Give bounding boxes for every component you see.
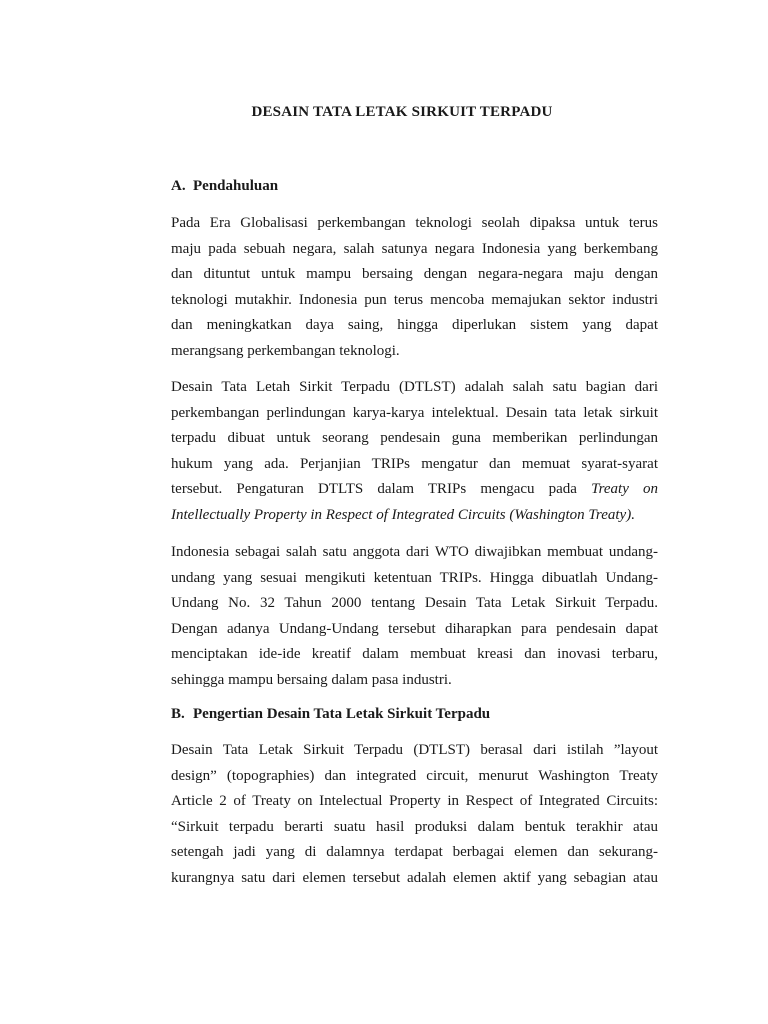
section-a-heading [171,178,278,195]
document-title: DESAIN TATA LETAK SIRKUIT TERPADU [251,104,553,120]
text-line: Pada Era Globalisasi perkembangan teknologi seolah dipaksa untuk terus [171,215,658,231]
section-a-number: A. [171,178,186,194]
text-line: design” (topographies) dan integrated circuit, menurut Washington Treaty [171,767,658,784]
text-line: Indonesia sebagai salah satu anggota dari WTO diwajibkan membuat undang- [171,544,658,560]
section-b-title: Pengertian Desain Tata Letak Sirkuit Terpadu [193,706,491,722]
text-line: Desain Tata Letah Sirkit Terpadu (DTLST) adalah salah satu bagian dari [171,379,658,395]
section-a-title: Pendahuluan [193,178,279,194]
text-line: Article 2 of Treaty on Intelectual Property in Respect of Integrated Circuits: [171,793,658,809]
text-span: tersebut. Pengaturan DTLTS dalam TRIPs mengacu pada [171,481,592,497]
paragraph-a1 [171,211,658,364]
text-line: setengah jadi yang di dalamnya terdapat berbagai elemen dan sekurang- [171,844,658,860]
text-line: Dengan adanya Undang-Undang tersebut diharapkan para pendesain dapat [171,620,658,637]
text-line: maju pada sebuah negara, salah satunya negara Indonesia yang berkembang [171,240,658,257]
text-line: menciptakan ide-ide kreatif dalam membuat kreasi dan inovasi terbaru, [171,646,658,662]
text-line: Undang No. 32 Tahun 2000 tentang Desain Tata Letak Sirkuit Terpadu. [171,595,658,611]
section-b-number: B. [171,706,185,722]
text-line: sehingga mampu bersaing dalam pasa industri. [171,671,452,688]
text-line: “Sirkuit terpadu berarti suatu hasil produksi dalam bentuk terakhir atau [171,818,658,835]
text-line: hukum yang ada. Perjanjian TRIPs mengatur dan memuat syarat-syarat [171,455,658,472]
text-line: perkembangan perlindungan karya-karya intelektual. Desain tata letak sirkuit [171,404,658,421]
text-line: kurangnya satu dari elemen tersebut adalah elemen aktif yang sebagian atau [171,869,658,886]
text-line: merangsang perkembangan teknologi. [171,342,400,359]
section-b-heading [171,706,490,723]
text-line: teknologi mutakhir. Indonesia pun terus mencoba memajukan sektor industri [171,291,658,308]
paragraph-a2 [171,375,658,528]
text-line: Desain Tata Letak Sirkuit Terpadu (DTLST) berasal dari istilah ”layout [171,742,658,758]
paragraph-a3 [171,540,658,693]
text-line [171,477,658,503]
text-line: terpadu dibuat untuk seorang pendesain guna memberikan perlindungan [171,430,658,446]
text-line: dan dituntut untuk mampu bersaing dengan negara-negara maju dengan [171,266,658,282]
treaty-name-italic: Treaty on [591,481,658,497]
text-line: dan meningkatkan daya saing, hingga diperlukan sistem yang dapat [171,317,658,333]
text-line: undang yang sesuai mengikuti ketentuan TRIPs. Hingga dibuatlah Undang- [171,569,658,586]
paragraph-b1 [171,738,658,891]
treaty-name-italic: Intellectually Property in Respect of Integrated Circuits (Washington Treaty). [171,506,635,523]
